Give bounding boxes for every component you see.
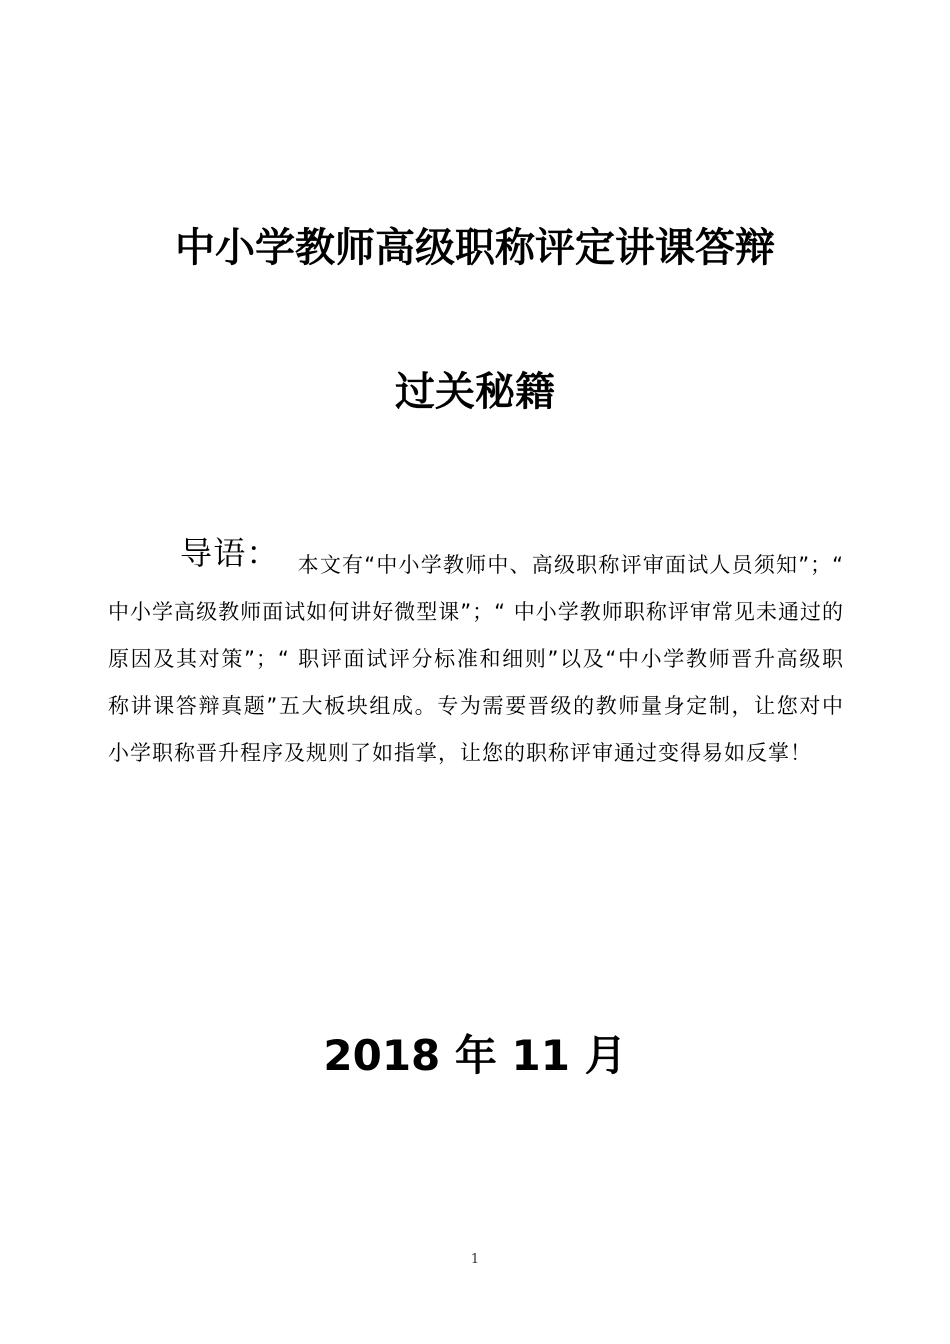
- intro-text: 本文有“中小学教师中、高级职称评审面试人员须知”；“ 中小学高级教师面试如何讲好微型课”；“ 中小学教师职称评审常见未通过的原因及其对策”；“ 职评面试评分标准和细则”以及“中小学教师晋升高级职称讲课答辩真题”五大板块组成。专为需要晋级的教师量身定制，让您对中小学职称晋升程序及规则了如指掌，让您的职称评审通过变得易如反掌！: [108, 553, 844, 765]
- intro-label: 导语：: [180, 534, 280, 572]
- intro-paragraph: [108, 534, 844, 777]
- page-number: 1: [470, 1252, 480, 1267]
- document-title-line-1: 中小学教师高级职称评定讲课答辩: [175, 225, 775, 271]
- document-date: 2018 年 11 月: [323, 1031, 627, 1080]
- document-title-line-2: 过关秘籍: [395, 369, 555, 415]
